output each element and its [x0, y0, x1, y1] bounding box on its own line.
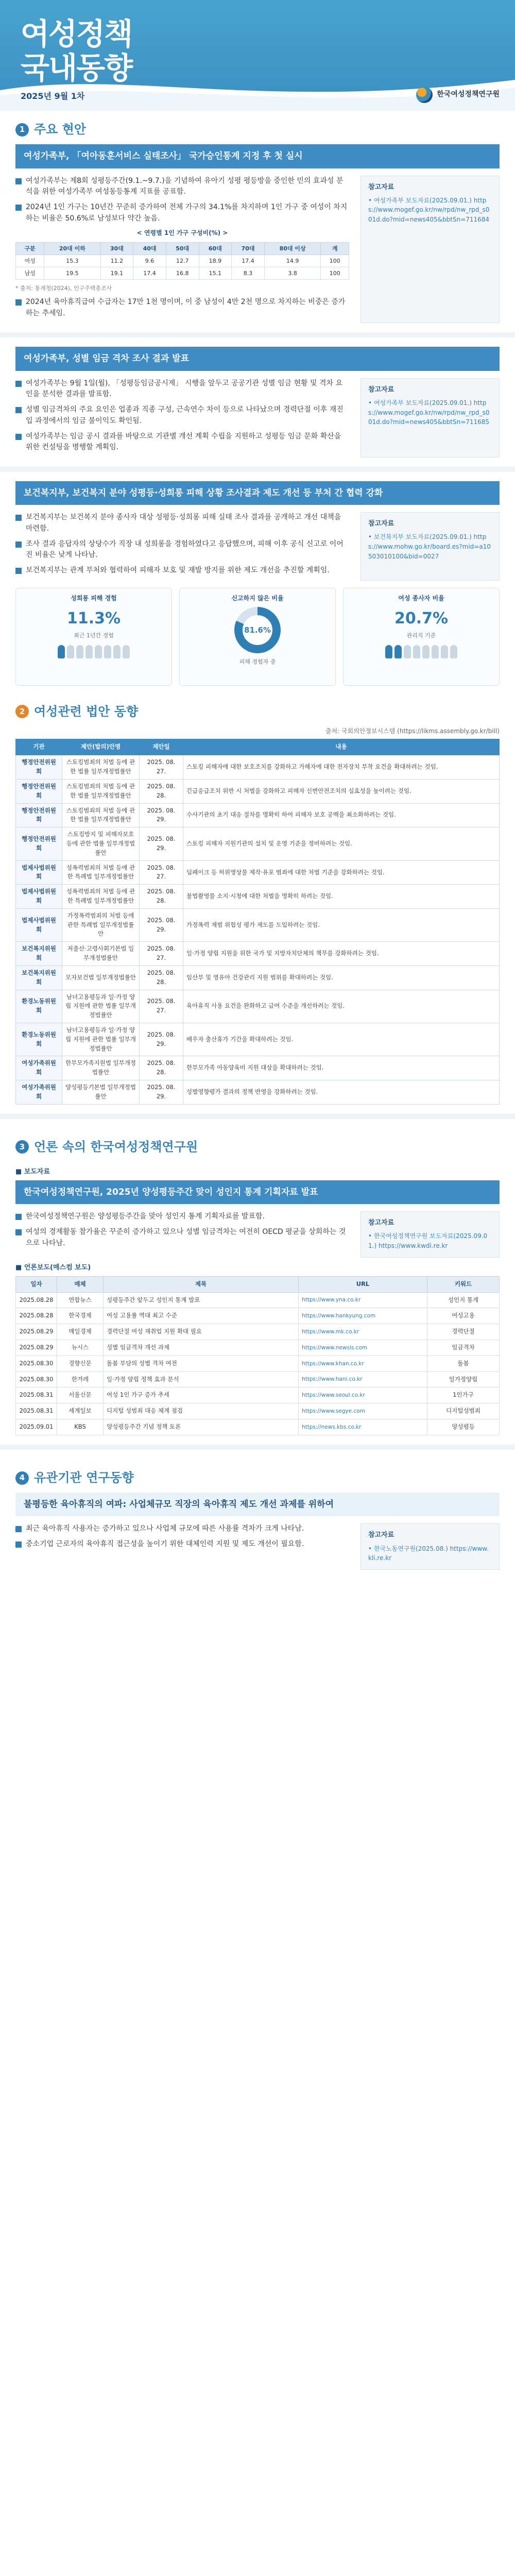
law-date: 2025. 08. 27. [140, 990, 183, 1023]
press-date: 2025.08.30 [16, 1355, 57, 1371]
law-bill-name: 한부모가족지원법 일부개정법률안 [62, 1056, 140, 1080]
law-row [16, 885, 500, 909]
news-3-reference [360, 512, 500, 580]
law-committee: 법제사법위원회 [16, 860, 62, 885]
press-date: 2025.08.28 [16, 1308, 57, 1324]
press-keyword: 임금격차 [427, 1340, 500, 1356]
press-date: 2025.09.01 [16, 1419, 57, 1435]
law-row [16, 827, 500, 860]
law-content: 육아휴직 사용 요건을 완화하고 급여 수준을 개선하려는 것임. [183, 990, 500, 1023]
news-2-body [15, 378, 500, 457]
reference-link[interactable]: • 여성가족부 보도자료(2025.09.01.) https://www.mogef.go.kr/nw/rpd/nw_rpd_s001d.do?mid=news405&bbtSn=711684 [368, 196, 490, 223]
section-title: 여성관련 법안 동향 [34, 704, 139, 719]
table-cell: 9.6 [133, 255, 166, 267]
table-header-cell: 60대 [199, 242, 232, 255]
press-row [16, 1387, 500, 1403]
reference-title: 참고자료 [368, 1531, 394, 1539]
law-committee: 환경노동위원회 [16, 990, 62, 1023]
law-row [16, 803, 500, 827]
law-committee: 법제사법위원회 [16, 885, 62, 909]
news-2-bullet: 여성가족부는 9월 1일(월), 「성평등임금공시제」 시행을 앞두고 공공기관 성별 임금 현황 및 격차 요인을 분석한 결과를 발표함. [15, 378, 349, 400]
press-keyword: 양성평등 [427, 1419, 500, 1435]
law-row [16, 990, 500, 1023]
bullet-square-icon [15, 407, 22, 413]
table-header-cell: 계 [321, 242, 349, 255]
section-divider [0, 332, 515, 337]
press-release-label: ■ 보도자료 [15, 1167, 50, 1176]
press-url-link[interactable]: https://www.mk.co.kr [299, 1324, 427, 1340]
law-content: 긴급응급조치 위반 시 처벌을 강화하고 피해자 신변안전조치의 실효성을 높이려는 것임. [183, 779, 500, 803]
law-bill-name: 스토킹방지 및 피해자보호 등에 관한 법률 일부개정법률안 [62, 827, 140, 860]
table-cell: 여성 [16, 255, 44, 267]
law-date: 2025. 08. 28. [140, 1056, 183, 1080]
law-date: 2025. 08. 28. [140, 885, 183, 909]
law-bill-name: 남녀고용평등과 일·가정 양립 지원에 관한 법률 일부개정법률안 [62, 1023, 140, 1056]
law-row [16, 965, 500, 990]
law-committee: 행정안전위원회 [16, 755, 62, 779]
press-url-link[interactable]: https://www.seoul.co.kr [299, 1387, 427, 1403]
press-release-body [15, 1211, 500, 1257]
bullet-square-icon [15, 515, 22, 521]
law-bill-name: 양성평등기본법 일부개정법률안 [62, 1080, 140, 1105]
table-cell: 18.9 [199, 255, 232, 267]
table-caption: < 연령별 1인 가구 구성비(%) > [136, 229, 228, 237]
law-content: 딥페이크 등 허위영상물 제작·유포 범죄에 대한 처벌 기준을 강화하려는 것임. [183, 860, 500, 885]
law-bill-name: 모자보건법 일부개정법률안 [62, 965, 140, 990]
press-media: 세계일보 [57, 1403, 104, 1419]
law-bill-name: 스토킹범죄의 처벌 등에 관한 법률 일부개정법률안 [62, 803, 140, 827]
law-date: 2025. 08. 29. [140, 1080, 183, 1105]
press-row [16, 1292, 500, 1308]
section-number: 1 [15, 123, 29, 137]
law-bill-name: 성폭력범죄의 처벌 등에 관한 특례법 일부개정법률안 [62, 860, 140, 885]
press-bullet: 한국여성정책연구원은 양성평등주간을 맞아 성인지 통계 기획자료를 발표함. [15, 1211, 349, 1223]
section-title: 언론 속의 한국여성정책연구원 [34, 1139, 198, 1154]
press-media: 한국경제 [57, 1308, 104, 1324]
law-row [16, 1023, 500, 1056]
press-header-cell: 매체 [57, 1276, 104, 1292]
donut-chart-icon: 81.6% [234, 607, 281, 653]
press-date: 2025.08.29 [16, 1340, 57, 1356]
news-3-bullet: 보건복지부는 관계 부처와 협력하여 피해자 보호 및 재발 방지를 위한 제도 개선을 추진할 계획임. [15, 565, 349, 577]
reference-title: 참고자료 [368, 183, 394, 191]
law-content: 가정폭력 재범 위험성 평가 제도를 도입하려는 것임. [183, 908, 500, 941]
press-date: 2025.08.31 [16, 1403, 57, 1419]
table-cell: 17.4 [133, 267, 166, 279]
press-media: 뉴시스 [57, 1340, 104, 1356]
press-header-cell: 키워드 [427, 1276, 500, 1292]
law-committee: 환경노동위원회 [16, 1023, 62, 1056]
law-header-cell: 제안(발의)안명 [62, 739, 140, 755]
press-release-headline: 한국여성정책연구원, 2025년 양성평등주간 맞이 성인지 통계 기획자료 발표 [15, 1180, 500, 1204]
press-row [16, 1403, 500, 1419]
people-icon-row [349, 645, 494, 658]
bullet-square-icon [15, 299, 22, 306]
table-cell: 14.9 [264, 255, 320, 267]
press-row [16, 1355, 500, 1371]
law-date: 2025. 08. 29. [140, 1023, 183, 1056]
press-header-cell: URL [299, 1276, 427, 1292]
research-body [15, 1523, 500, 1569]
table-cell: 100 [321, 267, 349, 279]
infographic-card: 여성 종사자 비율 20.7% 관리직 기준 [343, 588, 500, 686]
table-cell: 19.5 [44, 267, 100, 279]
news-1-headline: 여성가족부, 「여아동훈서비스 실태조사」 국가승인통계 지정 후 첫 실시 [15, 144, 500, 168]
news-3-bullet: 보건복지부는 보건복지 분야 종사자 대상 성평등·성희롱 피해 실태 조사 결과를 공개하고 개선 대책을 마련함. [15, 512, 349, 534]
bullet-square-icon [15, 568, 22, 574]
press-media: 한겨레 [57, 1371, 104, 1387]
reference-link[interactable]: • 한국여성정책연구원 보도자료(2025.09.01.) https://www.kwdi.re.kr [368, 1232, 488, 1250]
table-header-cell: 70대 [232, 242, 265, 255]
reference-title: 참고자료 [368, 385, 394, 394]
research-headline: 불평등한 육아휴직의 여파: 사업체규모 직장의 육아휴직 제도 개선 과제를 위하여 [15, 1493, 500, 1516]
press-media: 연합뉴스 [57, 1292, 104, 1308]
law-committee: 여성가족위원회 [16, 1080, 62, 1105]
bullet-square-icon [15, 178, 22, 184]
section-2-heading [0, 693, 515, 726]
law-content: 수사기관의 초기 대응 절차를 명확히 하여 피해자 보호 공백을 최소화하려는 것임. [183, 803, 500, 827]
table-header-cell: 20대 이하 [44, 242, 100, 255]
press-media: 서울신문 [57, 1387, 104, 1403]
press-date: 2025.08.28 [16, 1292, 57, 1308]
law-date: 2025. 08. 27. [140, 860, 183, 885]
org-name: 한국여성정책연구원 [437, 90, 500, 99]
news-2-reference [360, 378, 500, 457]
bullet-square-icon [15, 1541, 22, 1548]
table-row [16, 267, 349, 279]
law-table [15, 739, 500, 1104]
table-cell: 15.3 [44, 255, 100, 267]
press-row [16, 1419, 500, 1435]
section-divider [0, 1114, 515, 1119]
research-bullet: 최근 육아휴직 사용자는 증가하고 있으나 사업체 규모에 따른 사용률 격차가 크게 나타남. [15, 1523, 349, 1535]
news-2-bullet: 여성가족부는 임금 공시 결과를 바탕으로 기관별 개선 계획 수립을 지원하고 성평등 임금 문화 확산을 위한 컨설팅을 병행할 계획임. [15, 431, 349, 453]
table-cell: 11.2 [100, 255, 133, 267]
press-url-link[interactable]: https://news.kbs.co.kr [299, 1419, 427, 1435]
press-title: 여성 1인 가구 증가 추세 [104, 1387, 299, 1403]
law-content: 성별영향평가 결과의 정책 반영을 강화하려는 것임. [183, 1080, 500, 1105]
law-bill-name: 가정폭력범죄의 처벌 등에 관한 특례법 일부개정법률안 [62, 908, 140, 941]
news-2-headline: 여성가족부, 성별 임금 격차 조사 결과 발표 [15, 347, 500, 370]
table-cell: 남성 [16, 267, 44, 279]
law-header-cell: 내용 [183, 739, 500, 755]
law-header-cell: 기관 [16, 739, 62, 755]
law-date: 2025. 08. 27. [140, 942, 183, 966]
press-url-link[interactable]: https://www.yna.co.kr [299, 1292, 427, 1308]
press-title: 양성평등주간 기념 정책 토론 [104, 1419, 299, 1435]
law-committee: 행정안전위원회 [16, 803, 62, 827]
section-divider [0, 467, 515, 472]
law-committee: 행정안전위원회 [16, 779, 62, 803]
law-date: 2025. 08. 29. [140, 908, 183, 941]
reference-link[interactable]: • 한국노동연구원(2025.08.) https://www.kli.re.kr [368, 1545, 489, 1562]
law-committee: 행정안전위원회 [16, 827, 62, 860]
org-logo-icon [416, 87, 433, 103]
press-url-link[interactable]: https://www.khan.co.kr [299, 1355, 427, 1371]
section-4-heading [0, 1459, 515, 1493]
law-bill-name: 남녀고용평등과 일·가정 양립 지원에 관한 법률 일부개정법률안 [62, 990, 140, 1023]
press-bullet: 여성의 경제활동 참가율은 꾸준히 증가하고 있으나 성별 임금격차는 여전히 OECD 평균을 상회하는 것으로 나타남. [15, 1227, 349, 1249]
infographic-card: 신고하지 않은 비율 81.6% 피해 경험자 중 [179, 588, 336, 686]
table-cell: 17.4 [232, 255, 265, 267]
section-number: 3 [15, 1140, 29, 1154]
law-row [16, 942, 500, 966]
bullet-square-icon [15, 541, 22, 548]
press-row [16, 1371, 500, 1387]
press-media: 경향신문 [57, 1355, 104, 1371]
news-2-bullet: 성별 임금격차의 주요 요인은 업종과 직종 구성, 근속연수 차이 등으로 나타났으며 경력단절 이후 재진입 과정에서의 임금 불이익도 확인됨. [15, 404, 349, 427]
newsletter-header [0, 0, 515, 111]
law-row [16, 779, 500, 803]
press-title: 성별 임금격차 개선 과제 [104, 1340, 299, 1356]
press-date: 2025.08.29 [16, 1324, 57, 1340]
law-content: 스토킹 피해자에 대한 보호조치를 강화하고 가해자에 대한 전자장치 부착 요건을 확대하려는 것임. [183, 755, 500, 779]
law-date: 2025. 08. 27. [140, 755, 183, 779]
press-title: 성평등주간 앞두고 성인지 통계 발표 [104, 1292, 299, 1308]
law-content: 배우자 출산휴가 기간을 확대하려는 것임. [183, 1023, 500, 1056]
press-media: 매일경제 [57, 1324, 104, 1340]
news-1-bullet: 2024년 육아휴직급여 수급자는 17만 1천 명이며, 이 중 남성이 4만 2천 명으로 차지하는 비중은 증가하는 추세임. [15, 297, 349, 319]
press-row [16, 1308, 500, 1324]
law-committee: 여성가족위원회 [16, 1056, 62, 1080]
press-url-link[interactable]: https://www.newsis.com [299, 1340, 427, 1356]
law-content: 불법촬영물 소지·시청에 대한 처벌을 명확히 하려는 것임. [183, 885, 500, 909]
table-source-note: * 출처: 통계청(2024), 인구주택총조사 [15, 285, 112, 292]
table-cell: 8.3 [232, 267, 265, 279]
press-keyword: 디지털성범죄 [427, 1403, 500, 1419]
news-1-body [15, 176, 500, 324]
press-reference [360, 1211, 500, 1257]
table-header-cell: 30대 [100, 242, 133, 255]
news-3-body [15, 512, 500, 580]
law-committee: 보건복지위원회 [16, 965, 62, 990]
press-keyword: 1인가구 [427, 1387, 500, 1403]
press-date: 2025.08.31 [16, 1387, 57, 1403]
table-header-cell: 80대 이상 [264, 242, 320, 255]
reference-link[interactable]: • 보건복지부 보도자료(2025.09.01.) https://www.mohw.go.kr/board.es?mid=a10503010100&bid=0027 [368, 533, 491, 560]
infographic-card: 성희롱 피해 경험 11.3% 최근 1년간 경험 [15, 588, 172, 686]
table-cell: 16.8 [166, 267, 199, 279]
table-row [16, 255, 349, 267]
news-1-bullet: 여성가족부는 제8회 성평등주간(9.1.~9.7.)을 기념하여 유아기 성평 평등방을 중인한 민의 효과성 분석을 위한 여성가족부 여성동등통계 지표를 공표함. [15, 176, 349, 198]
section-title: 유관기관 연구동향 [34, 1470, 134, 1485]
press-row [16, 1324, 500, 1340]
people-icon-row [21, 645, 166, 658]
section-1-heading [0, 111, 515, 144]
bullet-square-icon [15, 1214, 22, 1220]
law-row [16, 1056, 500, 1080]
reference-link[interactable]: • 여성가족부 보도자료(2025.09.01.) https://www.mogef.go.kr/nw/rpd/nw_rpd_s001d.do?mid=news405&bbtSn=711685 [368, 399, 490, 426]
org-logo [416, 87, 500, 103]
table-cell: 100 [321, 255, 349, 267]
law-committee: 보건복지위원회 [16, 942, 62, 966]
press-title: 돌봄 부담의 성별 격차 여전 [104, 1355, 299, 1371]
table-header-cell: 50대 [166, 242, 199, 255]
press-row [16, 1340, 500, 1356]
reference-title: 참고자료 [368, 1219, 394, 1227]
media-coverage-table [15, 1276, 500, 1435]
law-content: 일·가정 양립 지원을 위한 국가 및 지방자치단체의 책무를 강화하려는 것임. [183, 942, 500, 966]
survey-infographic [15, 588, 500, 686]
press-keyword: 성인지 통계 [427, 1292, 500, 1308]
law-source-note: 출처: 국회의안정보시스템 (https://likms.assembly.go.kr/bill) [325, 727, 500, 735]
bullet-square-icon [15, 205, 22, 211]
law-row [16, 755, 500, 779]
bullet-square-icon [15, 381, 22, 387]
law-date: 2025. 08. 29. [140, 827, 183, 860]
law-content: 스토킹 피해자 지원기관의 설치 및 운영 기준을 정비하려는 것임. [183, 827, 500, 860]
law-date: 2025. 08. 28. [140, 965, 183, 990]
reference-title: 참고자료 [368, 520, 394, 528]
issue-date: 2025년 9월 1차 [21, 91, 85, 101]
law-date: 2025. 08. 29. [140, 803, 183, 827]
press-title: 경력단절 여성 재취업 지원 확대 필요 [104, 1324, 299, 1340]
table-header-cell: 40대 [133, 242, 166, 255]
press-keyword: 일가정양립 [427, 1371, 500, 1387]
table-header-cell: 구분 [16, 242, 44, 255]
research-bullet: 중소기업 근로자의 육아휴직 접근성을 높이기 위한 대체인력 지원 및 제도 개선이 필요함. [15, 1539, 349, 1550]
press-media: KBS [57, 1419, 104, 1435]
bullet-square-icon [15, 1526, 22, 1532]
bullet-square-icon [15, 434, 22, 440]
press-url-link[interactable]: https://www.hankyung.com [299, 1308, 427, 1324]
media-coverage-label: ■ 언론보도(매스컴 보도) [15, 1263, 91, 1272]
press-date: 2025.08.30 [16, 1371, 57, 1387]
section-divider [0, 1445, 515, 1450]
press-keyword: 돌봄 [427, 1355, 500, 1371]
news-3-bullet: 조사 결과 응답자의 상당수가 직장 내 성희롱을 경험하였다고 응답했으며, 피해 이후 공식 신고로 이어진 비율은 낮게 나타남. [15, 539, 349, 561]
law-header-cell: 제안일 [140, 739, 183, 755]
law-date: 2025. 08. 28. [140, 779, 183, 803]
press-header-cell: 일자 [16, 1276, 57, 1292]
law-committee: 법제사법위원회 [16, 908, 62, 941]
section-title: 주요 현안 [34, 122, 87, 137]
household-table [15, 242, 349, 280]
header-title-line2: 국내동향 [21, 50, 132, 86]
research-reference [360, 1523, 500, 1569]
section-number: 2 [15, 705, 29, 718]
press-title: 디지털 성범죄 대응 체계 점검 [104, 1403, 299, 1419]
law-row [16, 908, 500, 941]
press-keyword: 경력단절 [427, 1324, 500, 1340]
section-3-heading [0, 1128, 515, 1162]
table-cell: 12.7 [166, 255, 199, 267]
header-title-line1: 여성정책 [21, 16, 132, 52]
law-content: 한부모가족 아동양육비 지원 대상을 확대하려는 것임. [183, 1056, 500, 1080]
news-1-reference [360, 176, 500, 324]
press-url-link[interactable]: https://www.segye.com [299, 1403, 427, 1419]
law-bill-name: 성폭력범죄의 처벌 등에 관한 특례법 일부개정법률안 [62, 885, 140, 909]
press-title: 일·가정 양립 정책 효과 분석 [104, 1371, 299, 1387]
press-keyword: 여성고용 [427, 1308, 500, 1324]
table-cell: 15.1 [199, 267, 232, 279]
law-bill-name: 저출산·고령사회기본법 일부개정법률안 [62, 942, 140, 966]
law-content: 임산부 및 영유아 건강관리 지원 범위를 확대하려는 것임. [183, 965, 500, 990]
law-bill-name: 스토킹범죄의 처벌 등에 관한 법률 일부개정법률안 [62, 779, 140, 803]
press-title: 여성 고용률 역대 최고 수준 [104, 1308, 299, 1324]
press-url-link[interactable]: https://www.hani.co.kr [299, 1371, 427, 1387]
law-row [16, 1080, 500, 1105]
table-cell: 19.1 [100, 267, 133, 279]
bullet-square-icon [15, 1229, 22, 1235]
law-bill-name: 스토킹범죄의 처벌 등에 관한 법률 일부개정법률안 [62, 755, 140, 779]
news-1-bullet: 2024년 1인 가구는 10년간 꾸준히 증가하여 전체 가구의 34.1%를 차지하며 1인 가구 중 여성이 차지하는 비율은 50.6%로 남성보다 약간 높음. [15, 202, 349, 224]
press-header-cell: 제목 [104, 1276, 299, 1292]
section-number: 4 [15, 1471, 29, 1485]
news-3-headline: 보건복지부, 보건복지 분야 성평등·성희롱 피해 상황 조사결과 제도 개선 등 부처 간 협력 강화 [15, 481, 500, 505]
table-cell: 3.8 [264, 267, 320, 279]
law-row [16, 860, 500, 885]
